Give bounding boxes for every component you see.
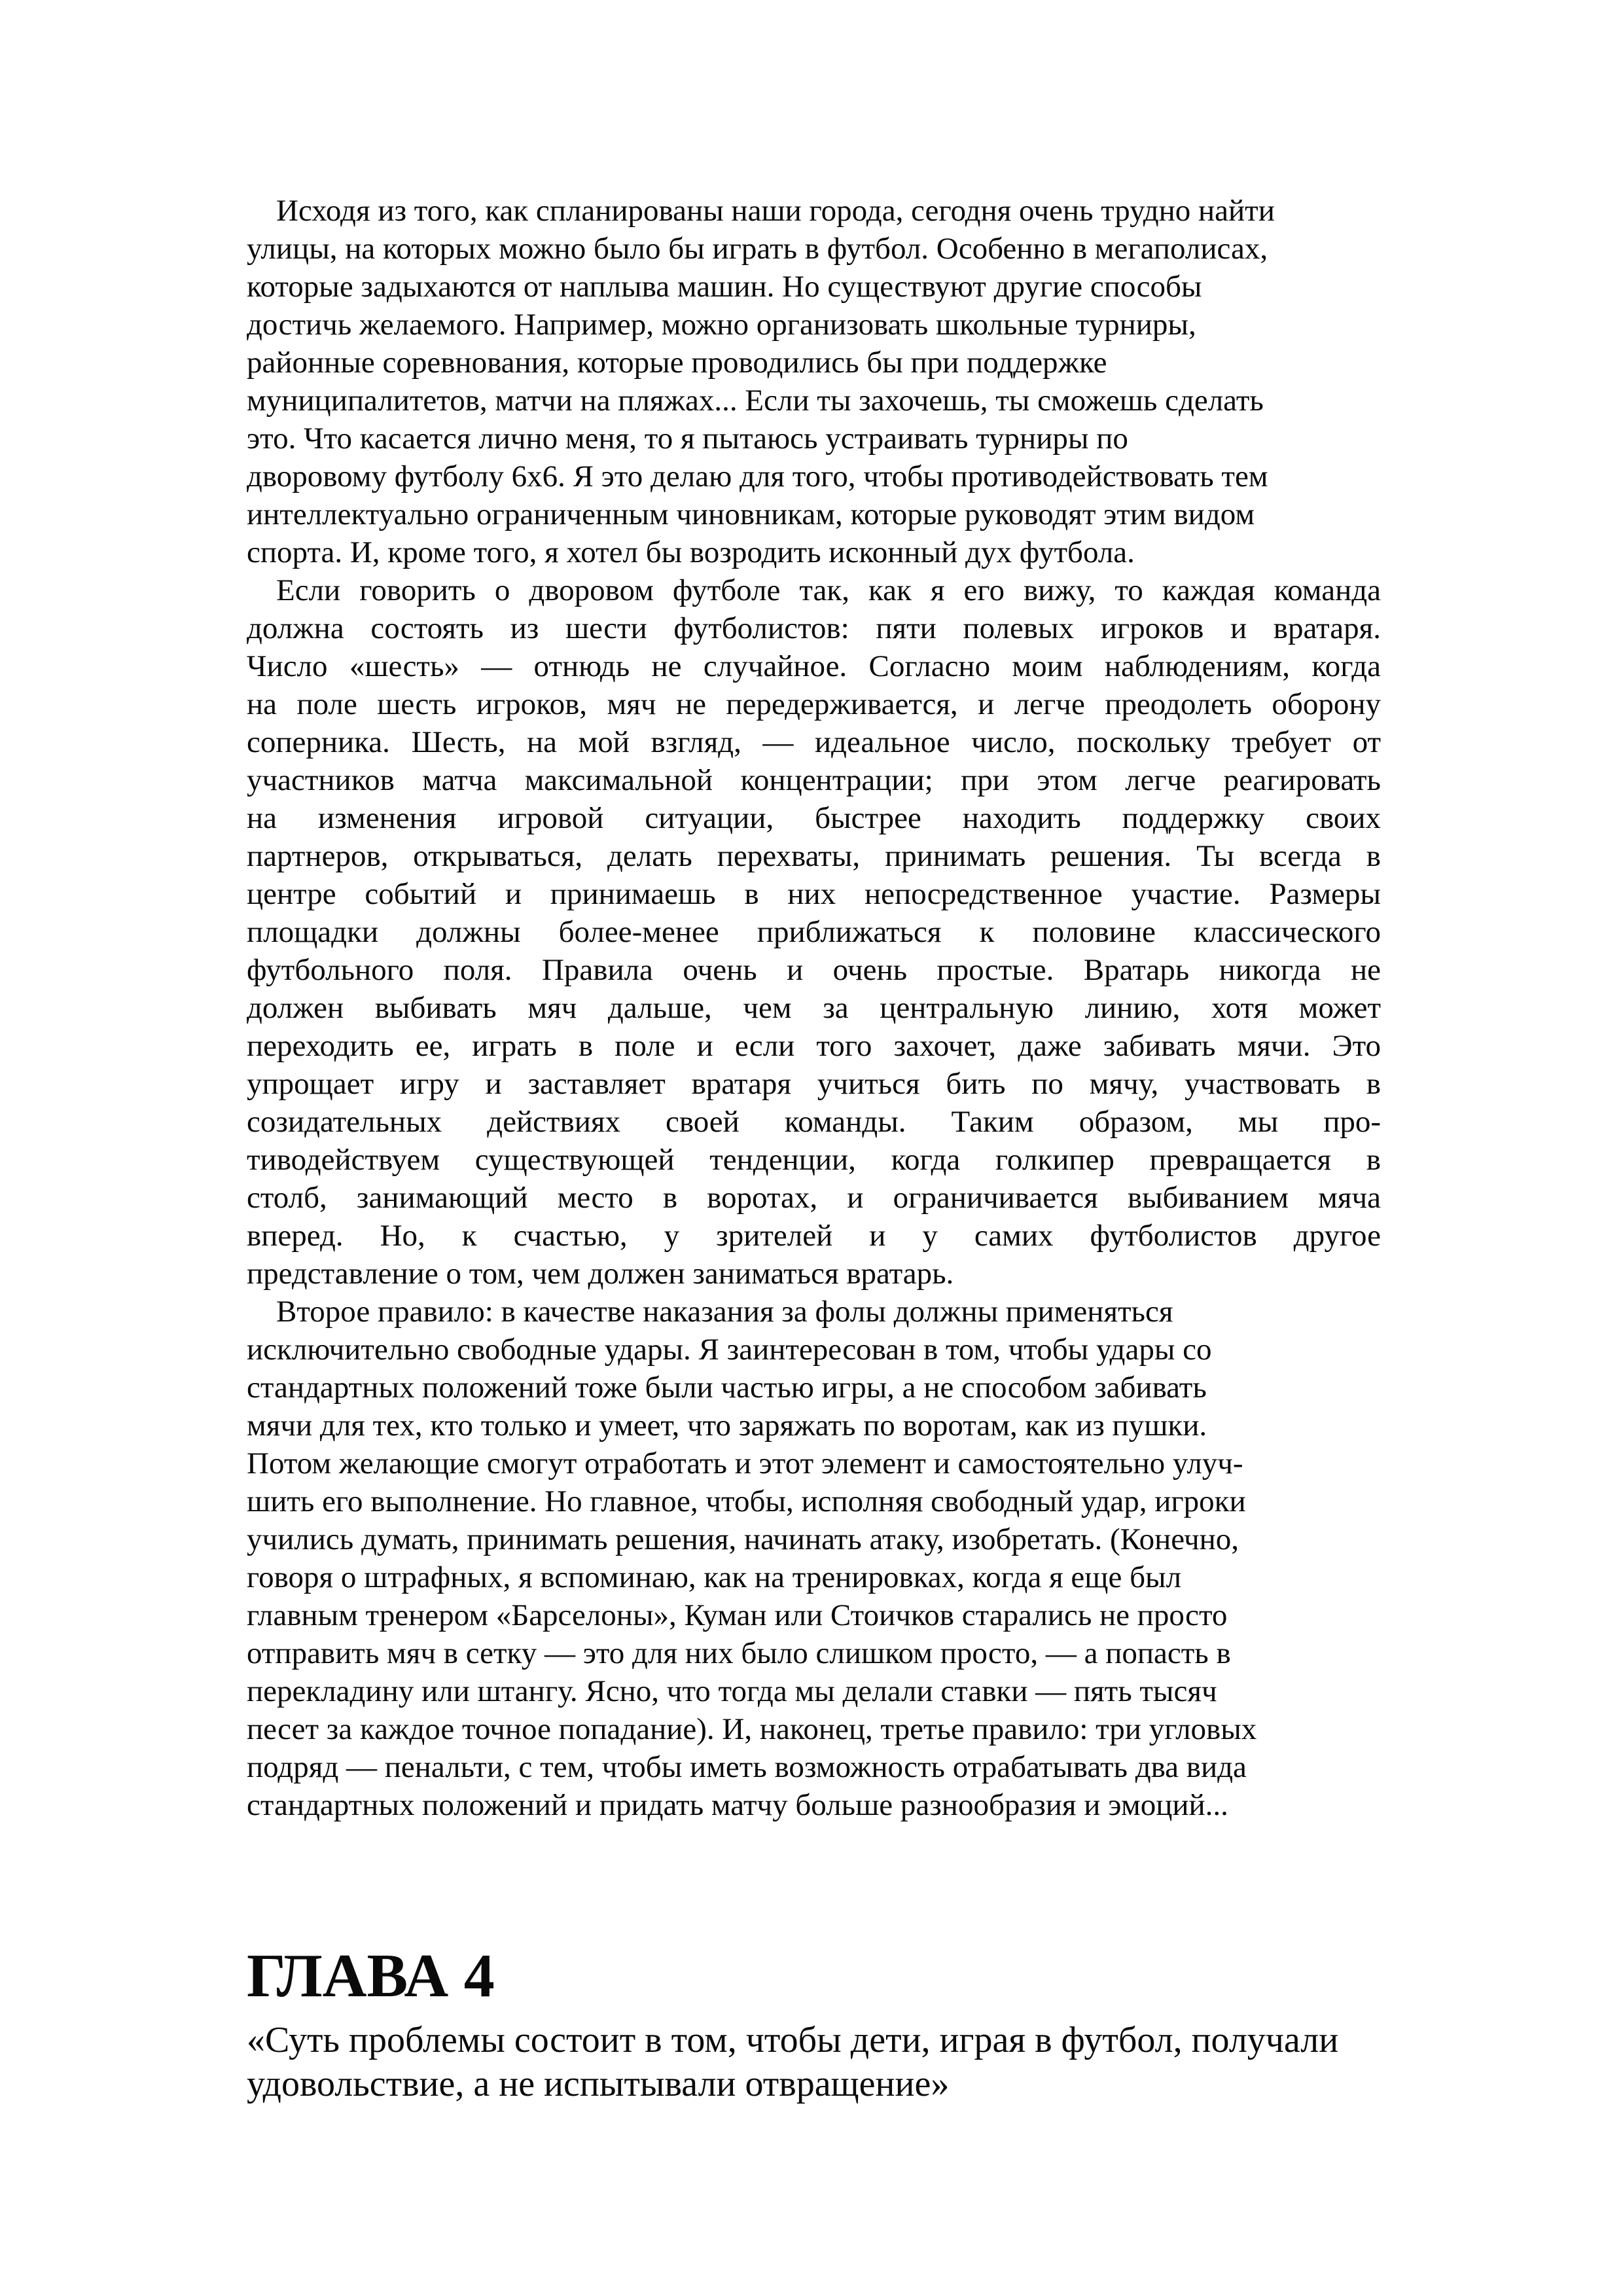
- text-line: партнеров, открываться, делать перехваты, принимать решения. Ты всегда в: [247, 839, 1381, 873]
- text-line: удовольствие, а не испытывали отвращение»: [247, 2064, 950, 2104]
- text-line: Исходя из того, как спланированы наши города, сегодня очень трудно найти: [276, 194, 1275, 228]
- text-line: стандартных положений и придать матчу больше разнообразия и эмоций...: [247, 1788, 1228, 1822]
- chapter-heading: ГЛАВА 4: [247, 1942, 495, 2010]
- text-line: «Суть проблемы состоит в том, чтобы дети, играя в футбол, получали: [247, 2020, 1339, 2060]
- text-line: интеллектуально ограниченным чиновникам, которые руководят этим видом: [247, 497, 1255, 531]
- text-line: перекладину или штангу. Ясно, что тогда мы делали ставки — пять тысяч: [247, 1674, 1217, 1708]
- text-line: представление о том, чем должен заниматься вратарь.: [247, 1257, 954, 1291]
- text-line: на поле шесть игроков, мяч не передерживается, и легче преодолеть оборону: [247, 687, 1381, 721]
- text-line: учились думать, принимать решения, начинать атаку, изобретать. (Конечно,: [247, 1522, 1240, 1556]
- text-line: районные соревнования, которые проводились бы при поддержке: [247, 346, 1107, 380]
- text-line: исключительно свободные удары. Я заинтересован в том, чтобы удары со: [247, 1333, 1212, 1367]
- text-line: дворовому футболу 6х6. Я это делаю для того, чтобы противодействовать тем: [247, 459, 1268, 493]
- text-line: мячи для тех, кто только и умеет, что заряжать по воротам, как из пушки.: [247, 1408, 1207, 1443]
- text-line: спорта. И, кроме того, я хотел бы возродить исконный дух футбола.: [247, 535, 1135, 569]
- text-line: муниципалитетов, матчи на пляжах... Если ты захочешь, ты сможешь сделать: [247, 384, 1264, 418]
- text-line: которые задыхаются от наплыва машин. Но существуют другие способы: [247, 270, 1202, 304]
- text-line: Потом желающие смогут отработать и этот элемент и самостоятельно улуч-: [247, 1446, 1243, 1480]
- text-column: [247, 192, 1381, 2106]
- text-line: столб, занимающий место в воротах, и ограничивается выбиванием мяча: [247, 1181, 1381, 1215]
- text-line: созидательных действиях своей команды. Таким образом, мы про-: [247, 1105, 1381, 1139]
- text-line: песет за каждое точное попадание). И, наконец, третье правило: три угловых: [247, 1712, 1257, 1746]
- text-line: вперед. Но, к счастью, у зрителей и у самих футболистов другое: [247, 1219, 1381, 1253]
- text-line: главным тренером «Барселоны», Куман или Стоичков старались не просто: [247, 1598, 1228, 1632]
- text-line: говоря о штрафных, я вспоминаю, как на тренировках, когда я еще был: [247, 1560, 1182, 1594]
- text-line: на изменения игровой ситуации, быстрее находить поддержку своих: [247, 801, 1381, 835]
- body-paragraph: [247, 1293, 1381, 1824]
- text-line: центре событий и принимаешь в них непосредственное участие. Размеры: [247, 877, 1381, 911]
- text-line: должен выбивать мяч дальше, чем за центральную линию, хотя может: [247, 991, 1381, 1025]
- body-paragraph: [247, 192, 1381, 571]
- text-line: стандартных положений тоже были частью игры, а не способом забивать: [247, 1371, 1207, 1405]
- text-line: футбольного поля. Правила очень и очень простые. Вратарь никогда не: [247, 953, 1381, 987]
- body-paragraph: [247, 571, 1381, 1293]
- text-line: шить его выполнение. Но главное, чтобы, исполняя свободный удар, игроки: [247, 1484, 1246, 1518]
- text-line: подряд — пенальти, с тем, чтобы иметь возможность отрабатывать два вида: [247, 1750, 1247, 1784]
- text-line: достичь желаемого. Например, можно организовать школьные турниры,: [247, 308, 1196, 342]
- text-line: отправить мяч в сетку — это для них было слишком просто, — а попасть в: [247, 1636, 1231, 1670]
- text-line: соперника. Шесть, на мой взгляд, — идеальное число, поскольку требует от: [247, 725, 1381, 759]
- text-line: Если говорить о дворовом футболе так, как я его вижу, то каждая команда: [276, 573, 1381, 607]
- text-line: улицы, на которых можно было бы играть в футбол. Особенно в мегаполисах,: [247, 232, 1268, 266]
- text-line: Второе правило: в качестве наказания за фолы должны применяться: [276, 1295, 1173, 1329]
- text-line: площадки должны более-менее приближаться к половине классического: [247, 915, 1381, 949]
- chapter-subtitle: [247, 2018, 1381, 2106]
- text-line: это. Что касается лично меня, то я пытаюсь устраивать турниры по: [247, 422, 1128, 456]
- text-line: тиводействуем существующей тенденции, когда голкипер превращается в: [247, 1143, 1381, 1177]
- text-line: должна состоять из шести футболистов: пяти полевых игроков и вратаря.: [247, 611, 1381, 645]
- text-line: переходить ее, играть в поле и если того захочет, даже забивать мячи. Это: [247, 1029, 1381, 1063]
- text-line: упрощает игру и заставляет вратаря учиться бить по мячу, участвовать в: [247, 1067, 1381, 1101]
- text-line: Число «шесть» — отнюдь не случайное. Согласно моим наблюдениям, когда: [247, 649, 1381, 683]
- text-line: участников матча максимальной концентрации; при этом легче реагировать: [247, 763, 1381, 797]
